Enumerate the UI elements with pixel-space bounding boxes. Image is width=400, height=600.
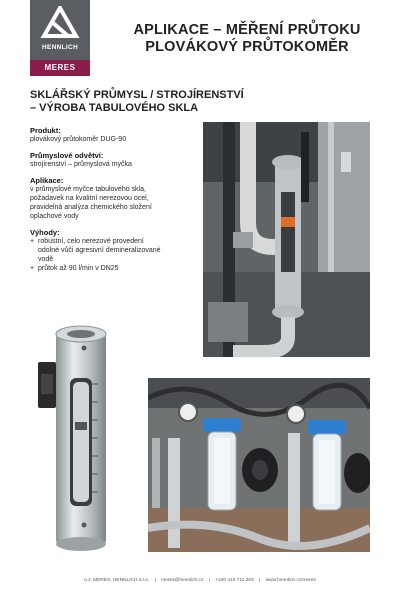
page-title <box>112 22 382 56</box>
product-label: Produkt: <box>30 126 61 135</box>
industry-block <box>30 151 200 169</box>
hennlich-mark-icon <box>40 6 80 42</box>
application-line: požadavek na kvalitní nerezovou ocel, <box>30 195 149 202</box>
section-title <box>30 89 260 115</box>
description-column <box>30 126 200 280</box>
bullet-mark: + <box>30 265 35 272</box>
footer-web-link[interactable]: www.hennlich.cz/meres <box>265 578 316 583</box>
section-title-line-2: – VÝROBA TABULOVÉHO SKLA <box>30 102 199 114</box>
advantages-block <box>30 228 200 273</box>
product-block <box>30 126 200 144</box>
page-title-line-1: APLIKACE – MĚŘENÍ PRŮTOKU <box>133 22 361 38</box>
advantage-line: průtok až 90 l/min v DN25 <box>38 265 119 272</box>
company-logo <box>30 0 90 76</box>
application-label: Aplikace: <box>30 176 64 185</box>
application-line: oplachové vody <box>30 213 79 220</box>
advantage-line: robustní, celo nerezové provedení <box>38 238 144 245</box>
application-block <box>30 176 200 221</box>
advantages-label: Výhody: <box>30 228 60 237</box>
advantage-item <box>30 237 200 264</box>
industry-label: Průmyslové odvětví: <box>30 151 104 160</box>
section-title-line-1: SKLÁŘSKÝ PRŮMYSL / STROJÍRENSTVÍ <box>30 89 244 101</box>
application-line: v průmyslové myčce tabulového skla, <box>30 186 146 193</box>
installation-photo <box>203 122 370 357</box>
footer-separator: | <box>154 578 156 583</box>
advantage-line: vodě <box>38 256 54 263</box>
product-value: plovákový průtokoměr DUG-90 <box>30 136 127 143</box>
footer-company: o.z. MERES, HENNLICH s.r.o. <box>84 578 150 583</box>
footer-separator: | <box>259 578 261 583</box>
advantage-line: odolné vůči agresivní demineralizované <box>38 247 161 254</box>
footer-phone: +420 416 711 203 <box>215 578 254 583</box>
footer-email-link[interactable]: meres@hennlich.cz <box>161 578 204 583</box>
advantage-item <box>30 264 200 273</box>
footer-contacts <box>0 578 400 583</box>
logo-company-name: HENNLICH <box>42 44 78 51</box>
industry-value: strojírenství – průmyslová myčka <box>30 161 132 168</box>
page-title-line-2: PLOVÁKOVÝ PRŮTOKOMĚR <box>145 39 349 55</box>
logo-division-name: MERES <box>30 60 90 76</box>
logo-emblem <box>30 0 90 60</box>
application-line: pravidelná analýza chemického složení <box>30 204 152 211</box>
footer-separator: | <box>208 578 210 583</box>
filters-pumps-photo <box>148 378 370 552</box>
flowmeter-illustration <box>22 322 122 554</box>
bullet-mark: + <box>30 238 35 245</box>
